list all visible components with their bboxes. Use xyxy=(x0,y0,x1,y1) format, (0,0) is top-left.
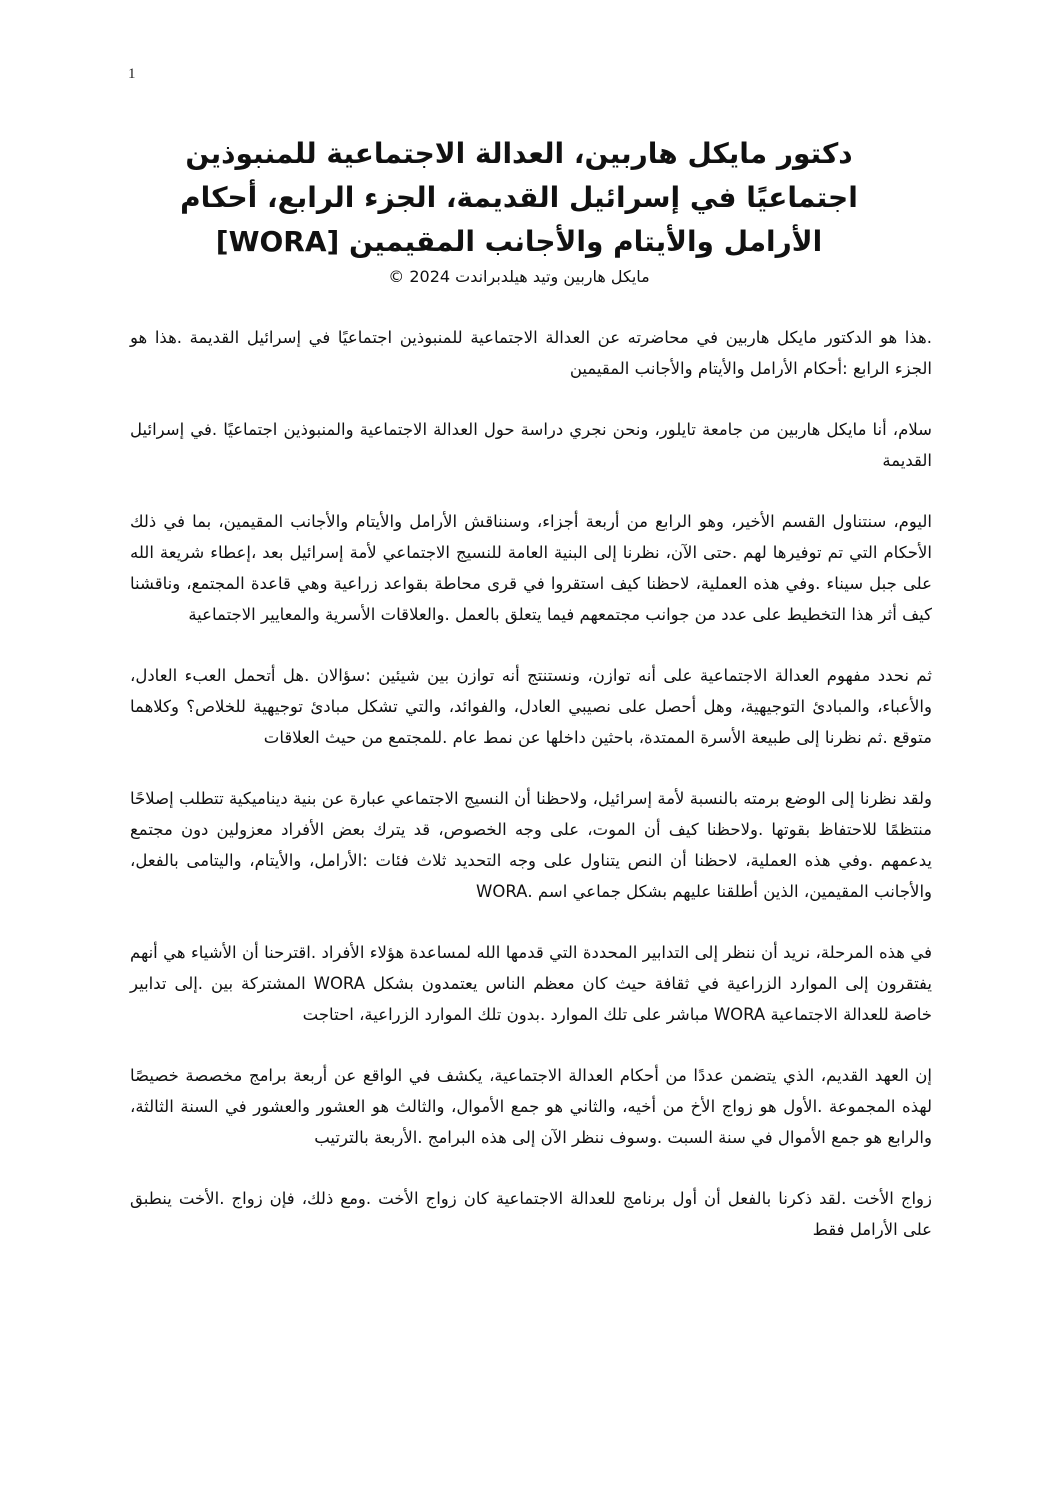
page-number: 1 xyxy=(128,66,136,82)
paragraph-balance: ثم نحدد مفهوم العدالة الاجتماعية على أنه توازن، ونستنتج أنه توازن بين شيئين :سؤالان .هل أتحمل العبء العادل، والأعباء، والمبادئ التوجيهية، وهل أحصل على نصيبي العادل، والفوائد، والتي تشكل مبادئ توجيهية للخلاص؟ وكلاهما متوقع .ثم نظرنا إلى طبيعة الأسرة الممتدة، باحثين داخلها عن نمط عام .للمجتمع من حيث العلاقات xyxy=(130,666,932,747)
body-text xyxy=(130,322,932,1275)
copyright-line: مايكل هاربين وتيد هيلدبراندت 2024 © xyxy=(388,267,650,286)
paragraph-levirate: زواج الأخت .لقد ذكرنا بالفعل أن أول برنامج للعدالة الاجتماعية كان زواج الأخت .ومع ذلك، فإن زواج .الأخت ينطبق على الأرامل فقط xyxy=(130,1189,932,1239)
paragraph-overview: اليوم، سنتناول القسم الأخير، وهو الرابع من أربعة أجزاء، وسنناقش الأرامل والأيتام والأجانب المقيمين، بما في ذلك الأحكام التي تم توفيرها لهم .حتى الآن، نظرنا إلى البنية العامة للنسيج الاجتماعي لأمة إسرائيل بعد ،إعطاء شريعة الله على جبل سيناء .وفي هذه العملية، لاحظنا كيف استقروا في قرى محاطة بقواعد زراعية وهي قاعدة المجتمع، وناقشنا كيف أثر هذا التخطيط على عدد من جوانب مجتمعهم فيما يتعلق بالعمل .والعلاقات الأسرية والمعايير الاجتماعية xyxy=(130,512,932,624)
paragraph-provisions: في هذه المرحلة، نريد أن ننظر إلى التدابير المحددة التي قدمها الله لمساعدة هؤلاء الأفراد .اقترحنا أن الأشياء هي أنهم يفتقرون إلى الموارد الزراعية في ثقافة حيث كان معظم الناس يعتمدون بشكل WORA المشتركة بين .إلى تدابير خاصة للعدالة الاجتماعية WORA مباشر على تلك الموارد .بدون تلك الموارد الزراعية، احتاجت xyxy=(130,943,932,1024)
paragraph-intro: .هذا هو الدكتور مايكل هاربين في محاضرته عن العدالة الاجتماعية للمنبوذين اجتماعيًا في إسرائيل القديمة .هذا هو الجزء الرابع :أحكام الأرامل والأيتام والأجانب المقيمين xyxy=(130,328,932,378)
title-block xyxy=(130,132,908,288)
paragraph-social-fabric: ولقد نظرنا إلى الوضع برمته بالنسبة لأمة إسرائيل، ولاحظنا أن النسيج الاجتماعي عبارة عن بنية ديناميكية تتطلب إصلاحًا منتظمًا للاحتفاظ بقوتها .ولاحظنا كيف أن الموت، على وجه الخصوص، قد يترك بعض الأفراد معزولين دون مجتمع يدعمهم .وفي هذه العملية، لاحظنا أن النص يتناول على وجه التحديد ثلاث فئات :الأرامل، والأيتام، واليتامى بالفعل، والأجانب المقيمين، الذين أطلقنا عليهم بشكل جماعي اسم .WORA xyxy=(130,789,932,901)
paragraph-greeting: سلام، أنا مايكل هاربين من جامعة تايلور، ونحن نجري دراسة حول العدالة الاجتماعية والمنبوذين اجتماعيًا .في إسرائيل القديمة xyxy=(130,420,932,470)
document-title: دكتور مايكل هاربين، العدالة الاجتماعية للمنبوذين اجتماعيًا في إسرائيل القديمة، الجزء الرابع، أحكام الأرامل والأيتام والأجانب المقيمين [WORA] xyxy=(180,137,858,258)
paragraph-four-programs: إن العهد القديم، الذي يتضمن عددًا من أحكام العدالة الاجتماعية، يكشف في الواقع عن أربعة برامج مخصصة خصيصًا لهذه المجموعة .الأول هو زواج الأخ من أخيه، والثاني هو جمع الأموال، والثالث هو العشور والعشور في السنة الثالثة، والرابع هو جمع الأموال في سنة السبت .وسوف ننظر الآن إلى هذه البرامج .الأربعة بالترتيب xyxy=(130,1066,932,1147)
